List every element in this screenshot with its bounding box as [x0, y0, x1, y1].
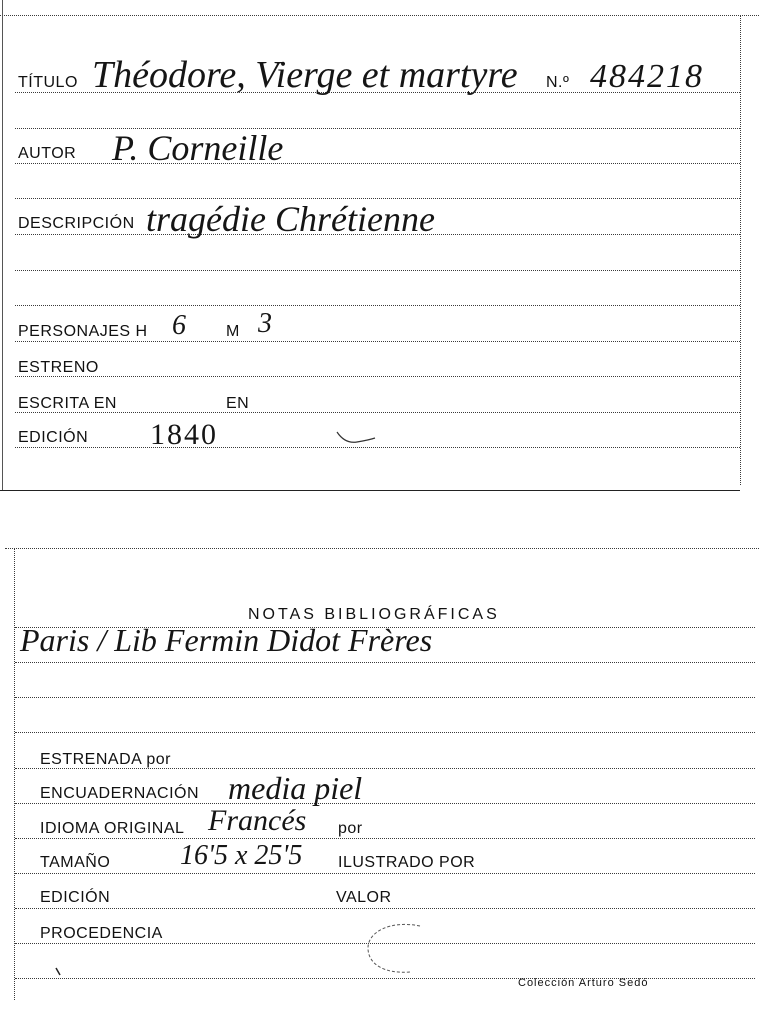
tamano-value: 16'5 x 25'5 [180, 840, 303, 871]
card-left-border [2, 0, 3, 490]
personajes-m-label: M [226, 323, 240, 340]
notes-value: Paris / Lib Fermin Didot Frères [20, 622, 433, 658]
descripcion-value: tragédie Chrétienne [146, 199, 435, 239]
ruled-line [15, 732, 755, 733]
estrenada-label: ESTRENADA por [40, 751, 171, 768]
escrita-en-lugar-label: EN [226, 395, 250, 412]
ruled-line [15, 412, 740, 413]
procedencia-label: PROCEDENCIA [40, 925, 163, 942]
personajes-h-value: 6 [172, 310, 186, 341]
collection-imprint: Colección Arturo Sedó [518, 977, 649, 989]
descripcion-label: DESCRIPCIÓN [18, 215, 135, 232]
personajes-label: PERSONAJES H [18, 323, 148, 340]
autor-value: P. Corneille [112, 128, 284, 168]
tamano-label: TAMAÑO [40, 854, 111, 871]
notes-card-top-border [5, 548, 759, 549]
valor-label: VALOR [336, 889, 392, 906]
ruled-line [15, 768, 755, 769]
edicion-value: 1840 [150, 418, 218, 451]
ilustrado-label: ILUSTRADO POR [338, 854, 476, 871]
ruled-line [15, 305, 740, 306]
autor-label: AUTOR [18, 145, 77, 162]
ruled-line [15, 908, 755, 909]
ruled-line [15, 662, 755, 663]
card-top-border [0, 15, 759, 16]
idioma-label: IDIOMA ORIGINAL [40, 820, 185, 837]
numero-value: 484218 [590, 58, 704, 95]
numero-label: N.º [546, 74, 570, 91]
erased-stamp-mark [360, 918, 440, 980]
idioma-por-label: por [338, 820, 363, 837]
pencil-tick [54, 966, 64, 978]
ruled-line [15, 873, 755, 874]
card-right-border [740, 15, 741, 485]
edicion-notes-label: EDICIÓN [40, 889, 111, 906]
titulo-label: TÍTULO [18, 74, 78, 91]
ruled-line [15, 376, 740, 377]
notes-heading: NOTAS BIBLIOGRÁFICAS [248, 606, 500, 623]
idioma-value: Francés [208, 804, 307, 837]
ruled-line [15, 697, 755, 698]
ruled-line [15, 803, 755, 804]
estreno-label: ESTRENO [18, 359, 99, 376]
card-bottom-border [0, 490, 740, 491]
ruled-line [15, 341, 740, 342]
titulo-value: Théodore, Vierge et martyre [92, 54, 518, 96]
ruled-line [15, 270, 740, 271]
notes-card-left-border [14, 548, 15, 1000]
encuadernacion-label: ENCUADERNACIÓN [40, 785, 200, 802]
edicion-label: EDICIÓN [18, 429, 89, 446]
encuadernacion-value: media piel [228, 770, 363, 806]
pencil-mark [335, 428, 380, 450]
ruled-line [15, 838, 755, 839]
escrita-en-label: ESCRITA EN [18, 395, 117, 412]
personajes-m-value: 3 [258, 308, 272, 339]
